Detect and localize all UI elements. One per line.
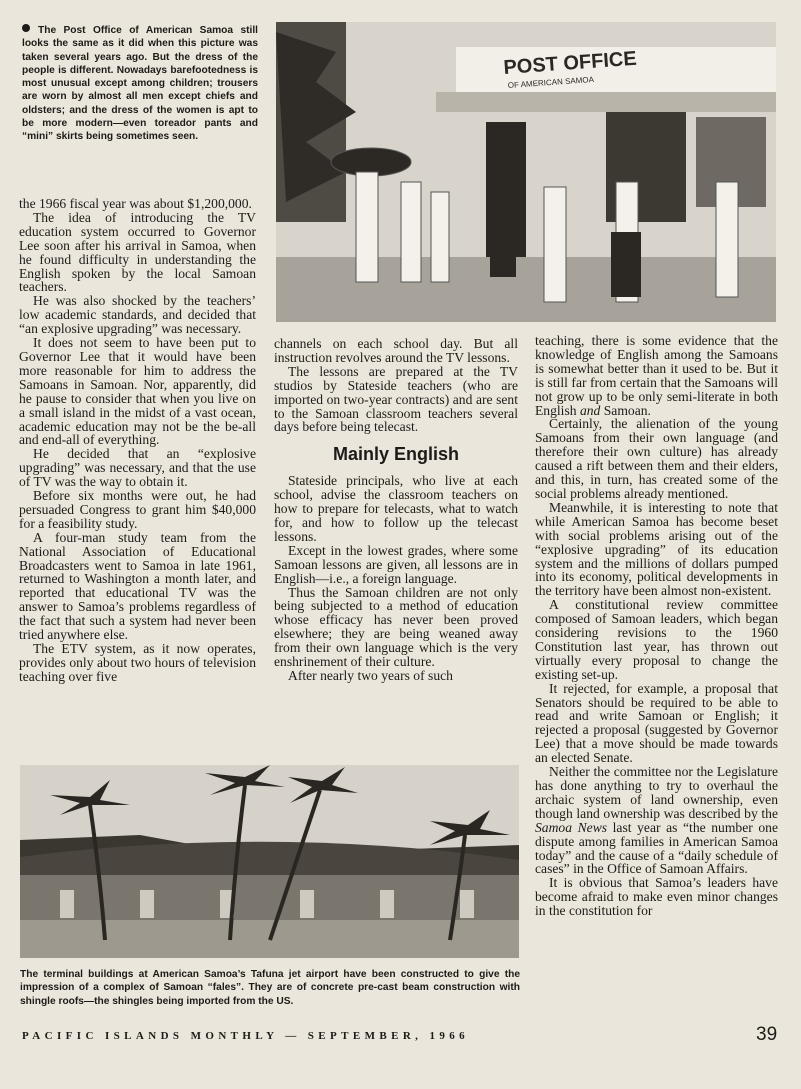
paragraph: It rejected, for example, a proposal that Senators should be required to be able to read and write Samoan or English; it rejected a proposal (suggested by Governor Lee) that a move should be made towards an elected Senate. <box>535 680 778 766</box>
top-caption-text: The Post Office of American Samoa still looks the same as it did when this picture was taken several years ago. But the dress of the people is different. Nowadays barefootedness is most unusual except among children; trousers are worn by almost all men except chiefs and oldsters; and the dress of the women is apt to be more modern—even toreador pants and “mini” skirts being sometimes seen. <box>22 25 258 143</box>
paragraph: The lessons are prepared at the TV studios by Stateside teachers (who are imported on two-year contracts) and are sent to the Samoan classroom teachers several days before being telecast. <box>274 363 518 435</box>
paragraph: A constitutional review committee composed of Samoan leaders, which began considering revisions to the 1960 Constitution last year, has thrown out virtually every proposal to change the existing set-up. <box>535 597 778 682</box>
paragraph: It does not seem to have been put to Governor Lee that it would have been more reasonable for him to address the Samoans in Samoan. Nor, apparently, did he pause to consider that when you live on a small island in the midst of a vast ocean, academic education may not be the be-all and end-all of everything. <box>19 335 256 448</box>
paragraph: the 1966 fiscal year was about $1,200,000. <box>19 196 252 211</box>
paragraph: After nearly two years of such <box>288 667 453 683</box>
paragraph: Neither the committee nor the Legislature has done anything to try to overhaul the archaic system of land ownership, even though land ownership was described by the Samoa News last year as “the number one dispute among families in American Samoa today” and the cause of a “daily schedule of cases” in the Office of Samoan Affairs. <box>535 764 778 877</box>
bottom-photo-caption: The terminal buildings at American Samoa’s Tafuna jet airport have been constructed to give the impression of a complex of Samoan “fales”. They are of concrete pre-cast beam construction with shingle roofs—the shingles being imported from the US. <box>20 969 520 1007</box>
paragraph: Before six months were out, he had persuaded Congress to grant him $40,000 for a feasibility study. <box>19 488 256 531</box>
post-office-sign: POST OFFICE <box>502 47 638 79</box>
column-2 <box>274 337 518 683</box>
paragraph: Stateside principals, who live at each school, advise the classroom teachers on how to prepare for telecasts, what to watch for, and how to follow up the telecast lessons. <box>274 473 518 544</box>
section-heading: Mainly English <box>332 444 460 465</box>
paragraph: Meanwhile, it is interesting to note that while American Samoa has become beset with social problems arising out of the “explosive upgrading” of its education system and the millions of dollars pumped into its economy, political developments in the territory have been almost non-existent. <box>535 499 778 599</box>
paragraph: It is obvious that Samoa’s leaders have become afraid to make even minor changes in the constitution for <box>535 875 778 919</box>
post-office-sign-sub: OF AMERICAN SAMOA <box>507 75 595 90</box>
page-number: 39 <box>756 1024 778 1045</box>
paragraph: The ETV system, as it now operates, provides only about two hours of television teaching over five <box>19 641 256 684</box>
paragraph: He was also shocked by the teachers’ low academic standards, and decided that “an explosive upgrading” was necessary. <box>19 293 256 337</box>
airport-photo <box>20 765 519 958</box>
paragraph: teaching, there is some evidence that the knowledge of English among the Samoans is somewhat better than it used to be. But it is still far from certain that the Samoans will not grow up to be only semi-literate in both English and Samoan. <box>535 333 778 418</box>
paragraph: A four-man study team from the National Association of Educational Broadcasters went to Samoa in late 1961, returned to Washington a month later, and reported that educational TV was the answer to Samoa’s problems regardless of the fact that such a system had never been tried anywhere else. <box>19 529 256 643</box>
paragraph: channels on each school day. But all instruction revolves around the TV lessons. <box>274 336 518 365</box>
column-3 <box>535 334 778 918</box>
paragraph: Except in the lowest grades, where some Samoan lessons are given, all lessons are in English—i.e., a foreign language. <box>274 542 518 586</box>
paragraph: Thus the Samoan children are not only being subjected to a method of education whose efficacy has never been proved elsewhere; they are being weaned away from their own language which is the very enshrinement of their culture. <box>274 584 518 670</box>
paragraph: The idea of introducing the TV education system occurred to Governor Lee soon after his arrival in Samoa, when he found difficulty in understanding the English spoken by the local Samoan teachers. <box>19 209 256 295</box>
paragraph: He decided that an “explosive upgrading” was necessary, and that the use of TV was the way to obtain it. <box>19 446 256 490</box>
post-office-photo <box>276 22 776 322</box>
bullet-icon <box>22 24 30 32</box>
post-office-illustration <box>276 22 776 322</box>
paragraph: Certainly, the alienation of the young Samoans from their own language (and therefore their own culture) has already caused a rift between them and their elders, and this, in turn, has created some of the social problems already mentioned. <box>535 416 778 501</box>
page-footer: PACIFIC ISLANDS MONTHLY — SEPTEMBER, 1966 <box>22 1030 470 1042</box>
top-photo-caption <box>22 24 258 144</box>
airport-illustration <box>20 765 519 958</box>
column-1 <box>19 197 256 684</box>
